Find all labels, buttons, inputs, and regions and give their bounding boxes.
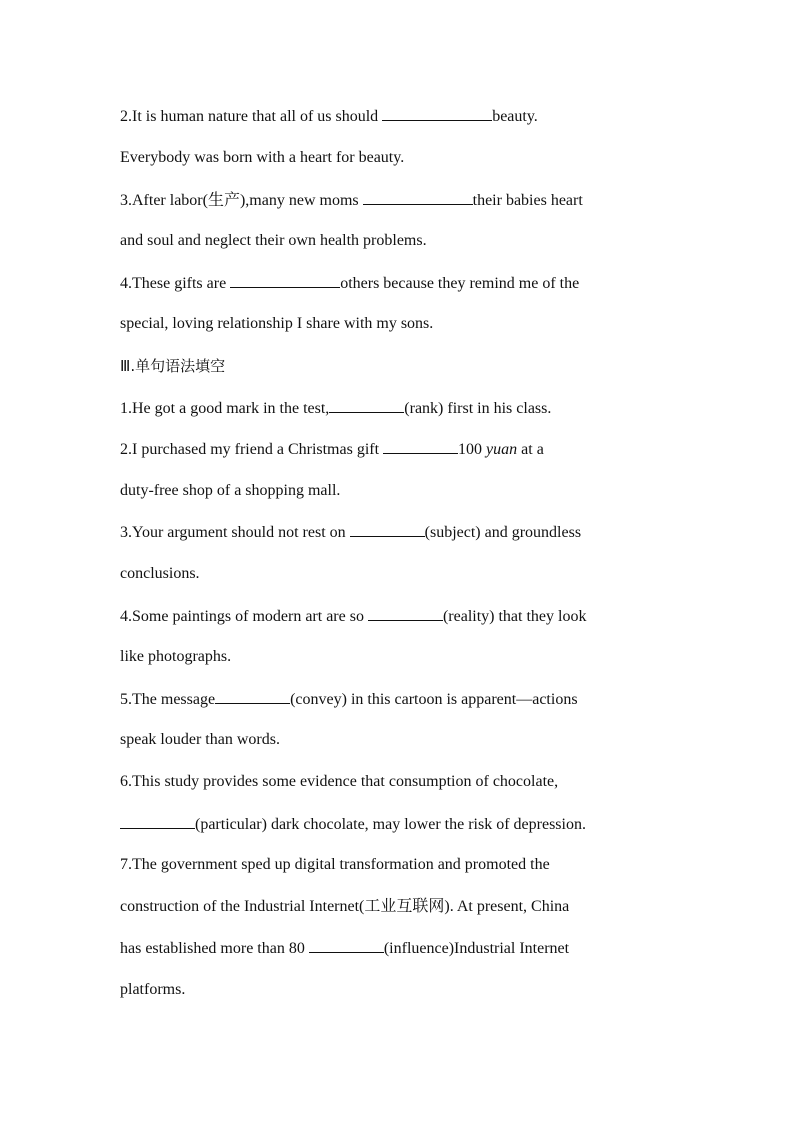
question-2-suffix: beauty. xyxy=(492,108,538,125)
question-4-line-2: special, loving relationship I share with my sons. xyxy=(120,315,434,332)
grammar-question-1 xyxy=(120,398,551,419)
grammar-q2-prefix: 2.I purchased my friend a Christmas gift xyxy=(120,441,384,458)
question-3-line-2: and soul and neglect their own health problems. xyxy=(120,232,427,249)
question-4-line-1 xyxy=(120,273,579,294)
question-2-line-2: Everybody was born with a heart for beauty. xyxy=(120,149,405,166)
answer-blank[interactable] xyxy=(383,439,458,454)
section-title: Ⅲ.单句语法填空 xyxy=(120,357,226,375)
answer-blank[interactable] xyxy=(309,938,384,953)
question-2-prefix: 2.It is human nature that all of us should xyxy=(120,108,383,125)
grammar-question-7-line-2: construction of the Industrial Internet(工业互联网). At present, China xyxy=(120,898,570,915)
answer-blank[interactable] xyxy=(215,689,290,704)
grammar-question-4-line-2: like photographs. xyxy=(120,648,232,665)
grammar-q1-suffix: (rank) first in his class. xyxy=(404,400,552,417)
grammar-q3-suffix: (subject) and groundless xyxy=(424,524,582,541)
answer-blank[interactable] xyxy=(368,606,443,621)
grammar-question-2-line-1 xyxy=(120,439,544,460)
grammar-question-6-line-2 xyxy=(120,814,586,835)
answer-blank[interactable] xyxy=(120,814,195,829)
question-4-suffix: others because they remind me of the xyxy=(340,275,580,292)
grammar-question-7-line-3 xyxy=(120,938,569,959)
question-4-prefix: 4.These gifts are xyxy=(120,275,231,292)
question-2-line-1 xyxy=(120,106,538,127)
grammar-q2-amount: 100 xyxy=(458,441,487,458)
grammar-question-5-line-1 xyxy=(120,689,578,710)
grammar-q4-prefix: 4.Some paintings of modern art are so xyxy=(120,608,368,625)
grammar-question-4-line-1 xyxy=(120,606,586,627)
question-3-line-1 xyxy=(120,190,583,211)
grammar-q4-suffix: (reality) that they look xyxy=(442,608,587,625)
grammar-q7-prefix: has established more than 80 xyxy=(120,940,309,957)
grammar-q7-suffix: (influence)Industrial Internet xyxy=(383,940,570,957)
grammar-q3-prefix: 3.Your argument should not rest on xyxy=(120,524,350,541)
answer-blank[interactable] xyxy=(350,522,425,537)
grammar-question-3-line-2: conclusions. xyxy=(120,565,200,582)
grammar-question-7-line-1: 7.The government sped up digital transformation and promoted the xyxy=(120,856,550,873)
grammar-question-6-line-1: 6.This study provides some evidence that consumption of chocolate, xyxy=(120,773,559,790)
grammar-q6-suffix: (particular) dark chocolate, may lower the risk of depression. xyxy=(195,816,586,833)
answer-blank[interactable] xyxy=(382,106,492,121)
grammar-question-2-line-2: duty-free shop of a shopping mall. xyxy=(120,482,341,499)
answer-blank[interactable] xyxy=(329,398,404,413)
question-3-prefix: 3.After labor(生产),many new moms xyxy=(120,192,363,209)
grammar-question-7-line-4: platforms. xyxy=(120,981,186,998)
grammar-q1-prefix: 1.He got a good mark in the test, xyxy=(120,400,330,417)
answer-blank[interactable] xyxy=(230,273,340,288)
question-3-suffix: their babies heart xyxy=(472,192,583,209)
grammar-q2-suffix: at a xyxy=(517,441,544,458)
grammar-question-5-line-2: speak louder than words. xyxy=(120,731,280,748)
grammar-q5-suffix: (convey) in this cartoon is apparent—actions xyxy=(290,691,578,708)
answer-blank[interactable] xyxy=(363,190,473,205)
grammar-q5-prefix: 5.The message xyxy=(120,691,216,708)
grammar-question-3-line-1 xyxy=(120,522,581,543)
grammar-q2-unit: yuan xyxy=(486,441,518,458)
